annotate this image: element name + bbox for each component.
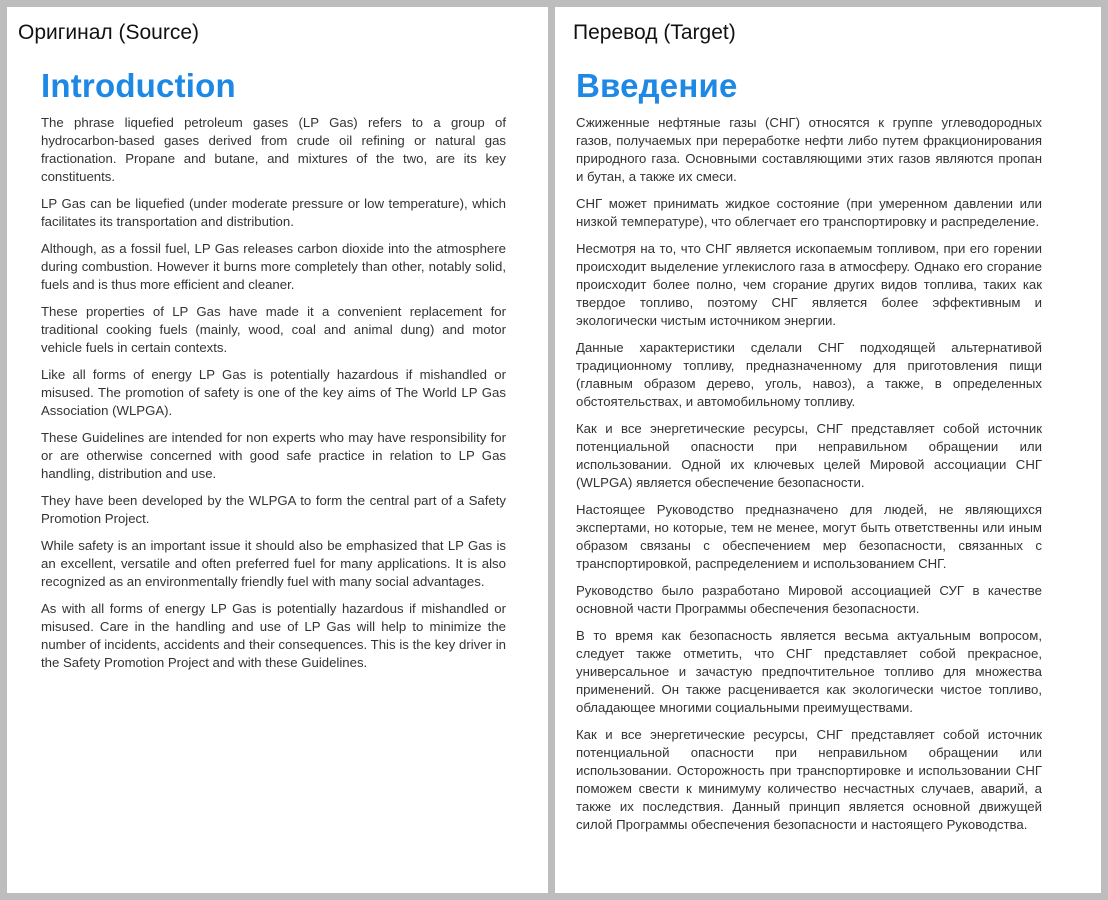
- target-panel: [555, 7, 1101, 893]
- target-body: [576, 114, 1042, 843]
- source-paragraph: The phrase liquefied petroleum gases (LP Gas) refers to a group of hydrocarbon-based gases derived from crude oil refining or natural gas fractionation. Propane and butane, and mixtures of the two, are its key constituents.: [41, 115, 506, 184]
- target-paragraph: В то время как безопасность является весьма актуальным вопросом, следует также отметить, что СНГ представляет собой прекрасное, универсальное и зачастую предпочтительное топливо для множества применений. Он также расценивается как экологически чистое топливо, обладающее многими социальными преимуществами.: [576, 628, 1042, 715]
- source-paragraph: While safety is an important issue it should also be emphasized that LP Gas is an excellent, versatile and often preferred fuel for many applications. It is also recognized as an environmentally friendly fuel with many social advantages.: [41, 538, 506, 589]
- source-heading: Introduction: [41, 67, 236, 104]
- target-paragraph: Настоящее Руководство предназначено для людей, не являющихся экспертами, но которые, тем не менее, могут быть ответственны или иным образом связаны с обеспечением мер безопасности, связанных с транспортировкой, распределением и использованием СНГ.: [576, 502, 1042, 571]
- source-paragraph: Like all forms of energy LP Gas is potentially hazardous if mishandled or misused. The promotion of safety is one of the key aims of The World LP Gas Association (WLPGA).: [41, 367, 506, 418]
- source-paragraph: LP Gas can be liquefied (under moderate pressure or low temperature), which facilitates its transportation and distribution.: [41, 196, 506, 229]
- source-panel: [7, 7, 548, 893]
- target-paragraph: Как и все энергетические ресурсы, СНГ представляет собой источник потенциальной опасности при неправильном обращении или использовании. Одной их ключевых целей Мировой ассоциации СНГ (WLPGA) является обеспечение безопасности.: [576, 421, 1042, 490]
- target-panel-label: Перевод (Target): [573, 21, 736, 44]
- target-paragraph: Сжиженные нефтяные газы (СНГ) относятся к группе углеводородных газов, получаемых при переработке нефти либо путем фракционирования природного газа. Основными составляющими этих газов являются пропан и бутан, а также их смеси.: [576, 115, 1042, 184]
- target-paragraph: Несмотря на то, что СНГ является ископаемым топливом, при его горении происходит выделение углекислого газа в атмосферу. Однако его сгорание происходит более полно, чем сгорание других видов топлива, таких как твердое топливо, поэтому СНГ является более эффективным и экологически чистым источником энергии.: [576, 241, 1042, 328]
- source-body: [41, 114, 506, 681]
- target-paragraph: Руководство было разработано Мировой ассоциацией СУГ в качестве основной части Программы обеспечения безопасности.: [576, 583, 1042, 616]
- source-paragraph: These properties of LP Gas have made it a convenient replacement for traditional cooking fuels (mainly, wood, coal and animal dung) and motor vehicle fuels in certain contexts.: [41, 304, 506, 355]
- source-paragraph: As with all forms of energy LP Gas is potentially hazardous if mishandled or misused. Care in the handling and use of LP Gas will help to minimize the number of incidents, accidents and their consequences. This is the key driver in the Safety Promotion Project and with these Guidelines.: [41, 601, 506, 670]
- target-paragraph: СНГ может принимать жидкое состояние (при умеренном давлении или низкой температуре), что облегчает его транспортировку и распределение.: [576, 196, 1042, 229]
- target-heading: Введение: [576, 67, 738, 104]
- target-paragraph: Данные характеристики сделали СНГ подходящей альтернативой традиционному топливу, предназначенному для приготовления пищи (главным образом дерево, уголь, навоз), а также, в определенных обстоятельствах, и автомобильному топливу.: [576, 340, 1042, 409]
- source-paragraph: These Guidelines are intended for non experts who may have responsibility for or are otherwise concerned with good safe practice in relation to LP Gas handling, distribution and use.: [41, 430, 506, 481]
- target-paragraph: Как и все энергетические ресурсы, СНГ представляет собой источник потенциальной опасности при неправильном обращении или использовании. Осторожность при транспортировке и использовании СНГ поможем свести к минимуму количество несчастных случаев, аварий, а также их последствия. Данный принцип является основной движущей силой Программы обеспечения безопасности и настоящего Руководства.: [576, 727, 1042, 832]
- source-paragraph: They have been developed by the WLPGA to form the central part of a Safety Promotion Project.: [41, 493, 506, 526]
- source-panel-label: Оригинал (Source): [18, 21, 200, 44]
- source-paragraph: Although, as a fossil fuel, LP Gas releases carbon dioxide into the atmosphere during combustion. However it burns more completely than other, notably solid, fuels and is thus more efficient and cleaner.: [41, 241, 506, 292]
